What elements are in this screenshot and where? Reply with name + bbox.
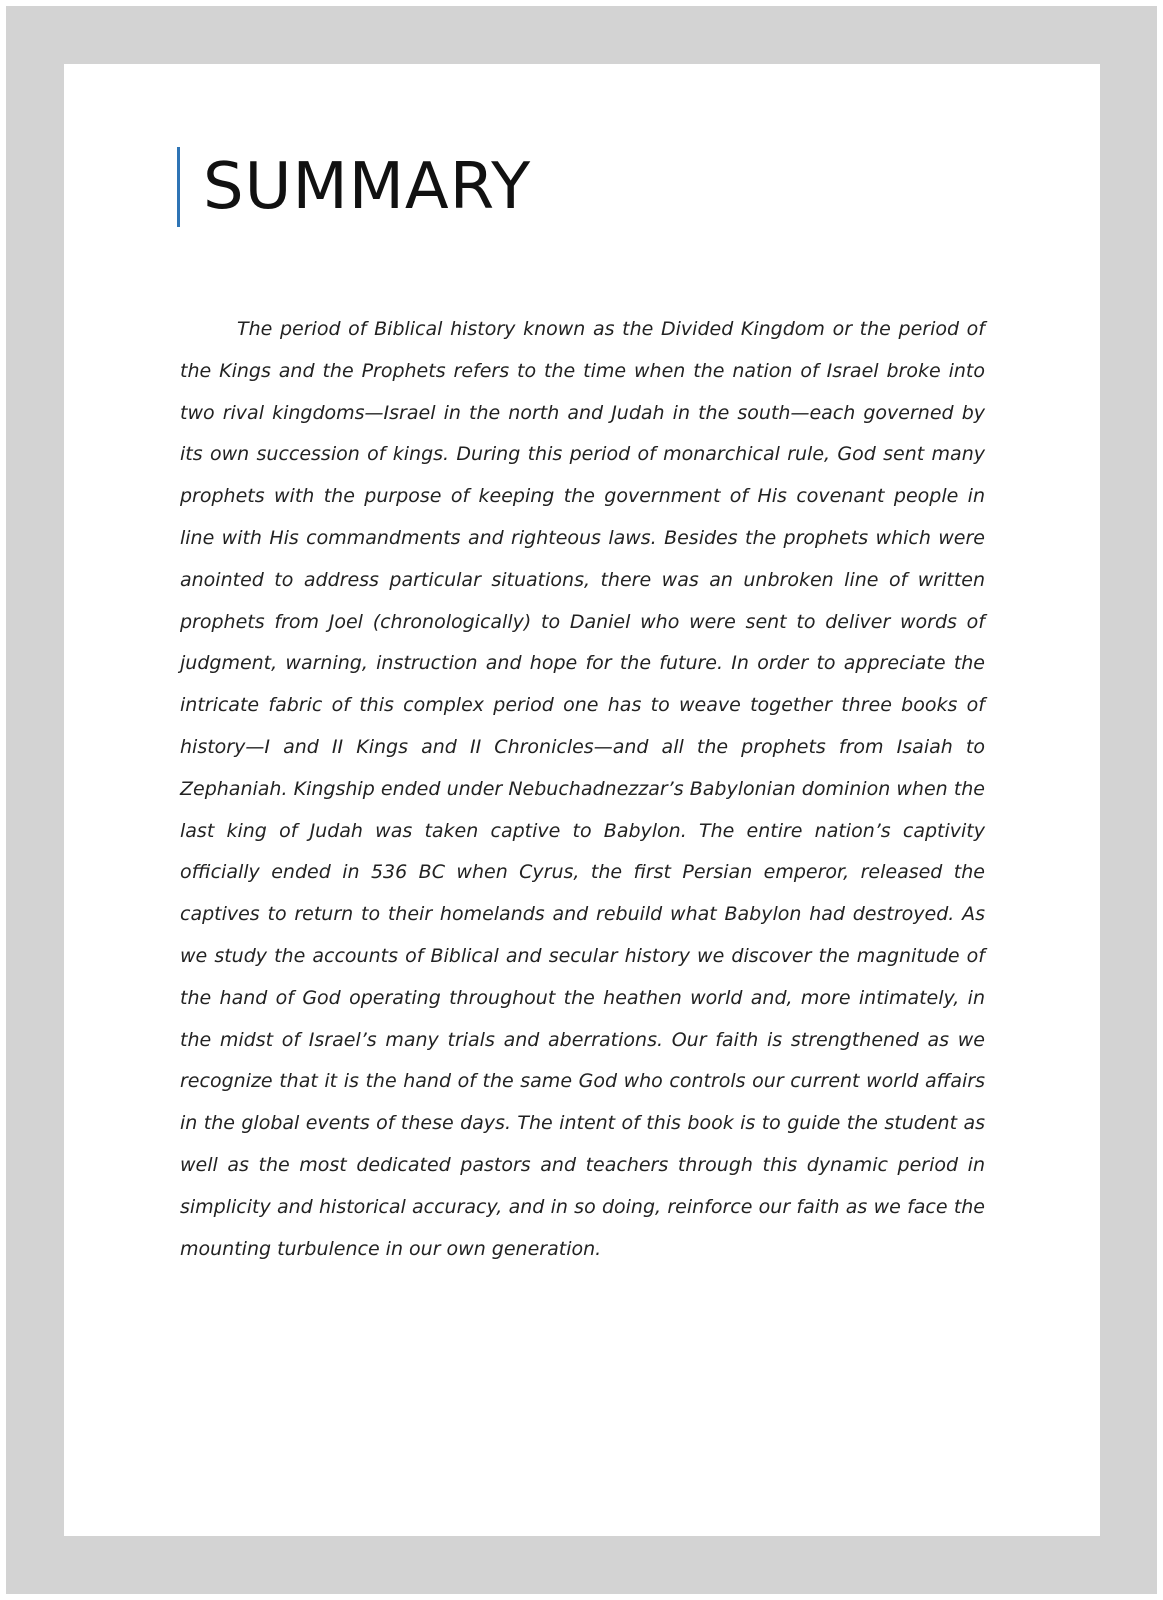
- page-frame: [6, 6, 1157, 1594]
- heading-accent-bar: [177, 147, 180, 227]
- summary-paragraph: The period of Biblical history known as the Divided Kingdom or the period of the Kings and the Prophets refers to the time when the nation of Israel broke into two rival kingdoms—Israel in the north and Judah in the south—each governed by its own succession of kings. During this period of monarchical rule, God sent many prophets with the purpose of keeping the government of His covenant people in line with His commandments and righteous laws. Besides the prophets which were anointed to address particular situations, there was an unbroken line of written prophets from Joel (chronologically) to Daniel who were sent to deliver words of judgment, warning, instruction and hope for the future. In order to appreciate the intricate fabric of this complex period one has to weave together three books of history—I and II Kings and II Chronicles—and all the prophets from Isaiah to Zephaniah. Kingship ended under Nebuchadnezzar’s Babylonian dominion when the last king of Judah was taken captive to Babylon. The entire nation’s captivity officially ended in 536 BC when Cyrus, the first Persian emperor, released the captives to return to their homelands and rebuild what Babylon had destroyed. As we study the accounts of Biblical and secular history we discover the magnitude of the hand of God operating throughout the heathen world and, more intimately, in the midst of Israel’s many trials and aberrations. Our faith is strengthened as we recognize that it is the hand of the same God who controls our current world affairs in the global events of these days. The intent of this book is to guide the student as well as the most dedicated pastors and teachers through this dynamic period in simplicity and historical accuracy, and in so doing, reinforce our faith as we face the mounting turbulence in our own generation.: [180, 318, 985, 1260]
- heading-block: [177, 147, 531, 227]
- page-title: SUMMARY: [203, 150, 532, 224]
- document-page: [64, 64, 1100, 1536]
